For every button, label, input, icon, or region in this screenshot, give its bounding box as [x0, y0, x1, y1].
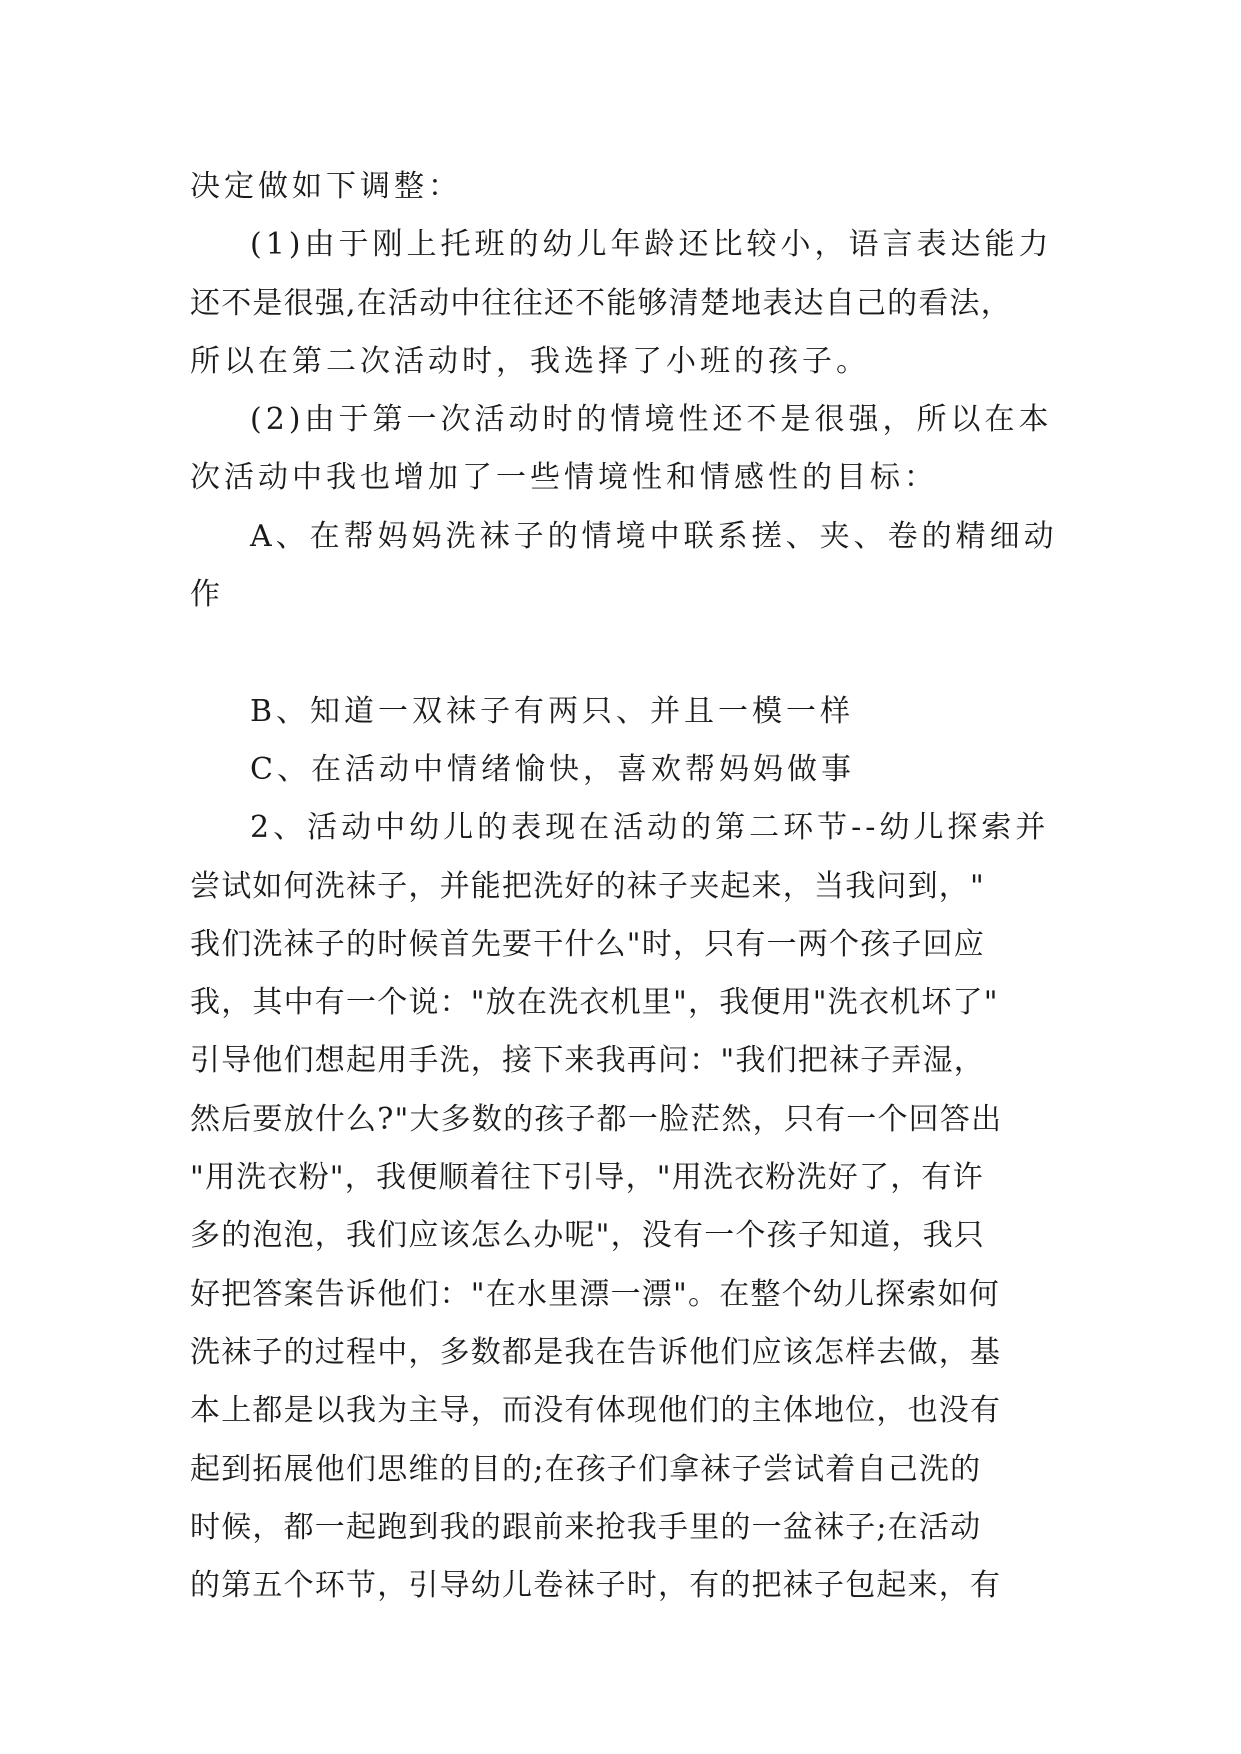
- text-line: 决定做如下调整：: [190, 169, 462, 204]
- paragraph-first-line: 2、活动中幼儿的表现在活动的第二环节--幼儿探索并: [250, 810, 1050, 846]
- text-line: 作: [190, 577, 224, 613]
- text-line: 引导他们想起用手洗，接下来我再问："我们把袜子弄湿，: [190, 1043, 985, 1079]
- text-line: 多的泡泡，我们应该怎么办呢"，没有一个孩子知道，我只: [190, 1218, 985, 1254]
- text-line: 尝试如何洗袜子，并能把洗好的袜子夹起来，当我问到，": [190, 868, 985, 904]
- text-line: 然后要放什么?"大多数的孩子都一脸茫然，只有一个回答出: [190, 1101, 1003, 1137]
- list-item-c: C、在活动中情绪愉快，喜欢帮妈妈做事: [250, 751, 855, 787]
- paragraph-first-line: (2)由于第一次活动时的情境性还不是很强，所以在本: [250, 402, 1053, 438]
- text-line: 好把答案告诉他们："在水里漂一漂"。在整个幼儿探索如何: [190, 1276, 1000, 1312]
- text-line: 我，其中有一个说："放在洗衣机里"，我便用"洗衣机坏了": [190, 985, 999, 1021]
- text-line: 洗袜子的过程中，多数都是我在告诉他们应该怎样去做，基: [190, 1334, 1002, 1370]
- paragraph-first-line: (1)由于刚上托班的幼儿年龄还比较小，语言表达能力: [250, 227, 1053, 263]
- line-gap: [190, 624, 1090, 682]
- text-line: 的第五个环节，引导幼儿卷袜子时，有的把袜子包起来，有: [190, 1568, 1002, 1604]
- text-line: 所以在第二次活动时，我选择了小班的孩子。: [190, 343, 870, 379]
- text-line: 本上都是以我为主导，而没有体现他们的主体地位，也没有: [190, 1393, 1002, 1429]
- text-line: 次活动中我也增加了一些情境性和情感性的目标：: [190, 460, 938, 496]
- document-body: [190, 158, 1090, 1615]
- text-line: 时候，都一起跑到我的跟前来抢我手里的一盆袜子;在活动: [190, 1509, 982, 1545]
- list-item-b: B、知道一双袜子有两只、并且一模一样: [250, 693, 855, 729]
- text-line: 还不是很强,在活动中往往还不能够清楚地表达自己的看法，: [190, 285, 1012, 321]
- text-line: 起到拓展他们思维的目的;在孩子们拿袜子尝试着自己洗的: [190, 1451, 982, 1487]
- text-line: 我们洗袜子的时候首先要干什么"时，只有一两个孩子回应: [190, 926, 985, 962]
- text-line: "用洗衣粉"，我便顺着往下引导，"用洗衣粉洗好了，有许: [190, 1160, 984, 1196]
- list-item-a: A、在帮妈妈洗袜子的情境中联系搓、夹、卷的精细动: [250, 518, 1058, 554]
